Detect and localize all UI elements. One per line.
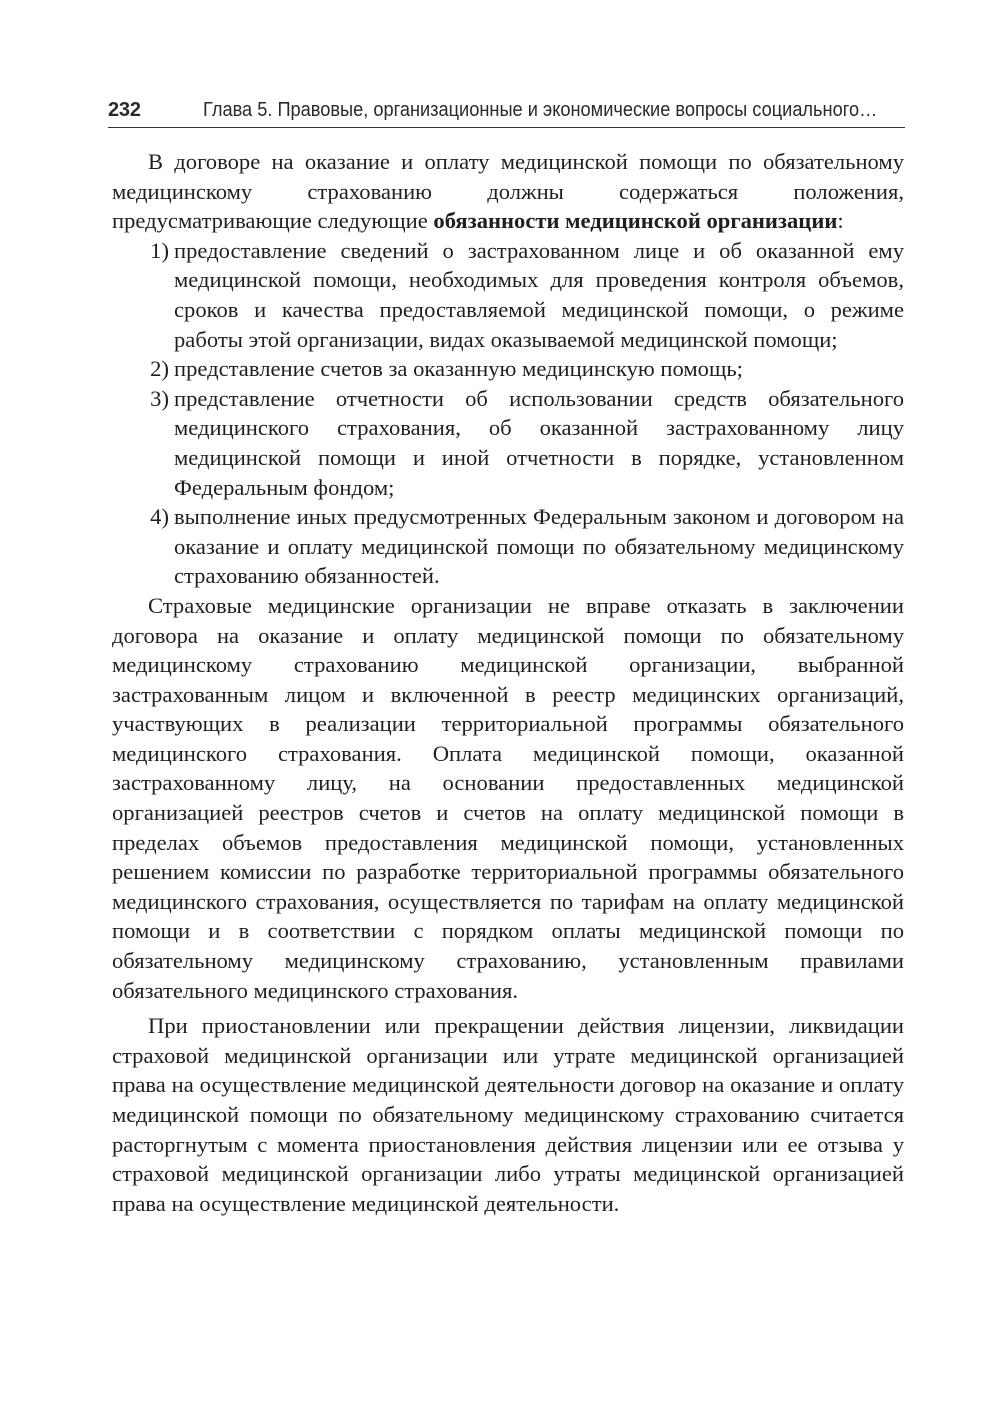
running-header — [108, 95, 905, 128]
list-item-number: 1) — [150, 237, 169, 263]
intro-colon: : — [837, 208, 844, 234]
list-item-number: 2) — [150, 356, 169, 382]
intro-paragraph — [112, 147, 904, 236]
list-item-number: 4) — [150, 504, 169, 530]
chapter-title: Глава 5. Правовые, организационные и экономические вопросы социального… — [203, 99, 878, 121]
intro-emphasis: обязанности медицинской организации — [433, 208, 838, 234]
list-item — [112, 502, 904, 591]
list-item-text: представление счетов за оказанную медицинскую помощь; — [174, 356, 743, 382]
list-item-text: предоставление сведений о застрахованном лице и об оказанной ему медицинской помощи, необходимых для проведения контроля объемов, сроков и качества предоставляемой медицинской помощи, о режиме работы этой организации, видах оказываемой медицинской помощи; — [174, 237, 904, 352]
body-text — [112, 147, 904, 1218]
list-item — [112, 354, 904, 384]
list-item-text: представление отчетности об использовании средств обязательного медицинского страхования, об оказанной застрахованному лицу медицинской помощи и иной отчетности в порядке, установленном Федеральным фондом; — [174, 385, 904, 500]
list-item — [112, 384, 904, 502]
list-item-number: 3) — [150, 385, 169, 411]
list-item — [112, 236, 904, 354]
obligations-list — [112, 236, 904, 591]
paragraph-license: При приостановлении или прекращении действия лицензии, ликвидации страховой медицинской организации или утрате медицинской организацией права на осуществление медицинской деятельности договор на оказание и оплату медицинской помощи по обязательному медицинскому страхованию считается расторгнутым с момента приостановления действия лицензии или ее отзыва у страховой медицинской организации либо утраты медицинской организацией права на осуществление медицинской деятельности. — [112, 1013, 904, 1216]
list-item-text: выполнение иных предусмотренных Федеральным законом и договором на оказание и оплату медицинской помощи по обязательному медицинскому страхованию обязанностей. — [174, 504, 904, 589]
paragraph-insurers: Страховые медицинские организации не вправе отказать в заключении договора на оказание и оплату медицинской помощи по обязательному медицинскому страхованию медицинской организации, выбранной застрахованным лицом и включенной в реестр медицинских организаций, участвующих в реализации территориальной программы обязательного медицинского страхования. Оплата медицинской помощи, оказанной застрахованному лицу, на основании предоставленных медицинской организацией реестров счетов и счетов на оплату медицинской помощи в пределах объемов предоставления медицинской помощи, установленных решением комиссии по разработке территориальной программы обязательного медицинского страхования, осуществляется по тарифам на оплату медицинской помощи и в соответствии с порядком оплаты медицинской помощи по обязательному медицинскому страхованию, установленным правилами обязательного медицинского страхования. — [112, 592, 904, 1003]
page-number: 232 — [108, 99, 141, 121]
intro-text: В договоре на оказание и оплату медицинской помощи по обязательному медицинскому страхованию должны содержаться положения, предусматривающие следующие — [112, 149, 904, 234]
